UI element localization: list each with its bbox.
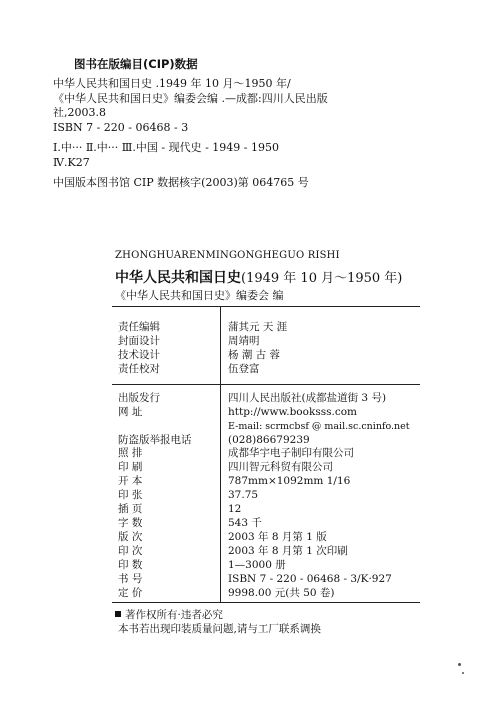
staff-label: 责任校对 [118,363,160,375]
spec-row [118,475,448,488]
staff-value: 蒲其元 天 涯 [228,321,288,333]
publisher-row [118,434,448,447]
copyright-notice: 著作权所有·违者必究 [125,609,223,621]
staff-row [118,321,448,334]
publisher-label: 出版发行 [118,392,160,404]
book-editor: 《中华人民共和国日史》编委会 编 [115,289,284,302]
spec-label: 书 号 [118,573,143,585]
spec-value: 543 千 [228,517,262,529]
spec-value: 9998.00 元(共 50 卷) [228,587,335,599]
spec-value: 787mm×1092mm 1/16 [228,475,351,487]
spec-row [118,559,448,572]
staff-row [118,335,448,348]
spec-label: 印 数 [118,559,143,571]
scan-speck [458,663,461,666]
spec-label: 定 价 [118,587,143,599]
publisher-row [118,392,448,405]
book-title-line [115,267,402,287]
spec-label: 照 排 [118,447,143,459]
spec-value: 1—3000 册 [228,559,286,571]
spec-label: 开 本 [118,475,143,487]
spec-value: 四川智元科贸有限公司 [228,461,333,473]
publisher-phone: (028)86679239 [228,434,310,446]
spec-row [118,545,448,558]
staff-value: 周靖明 [228,335,260,347]
publisher-label: 防盗版举报电话 [118,434,192,446]
staff-label: 技术设计 [118,349,160,361]
square-bullet-icon [115,611,121,617]
book-subtitle: (1949 年 10 月～1950 年) [241,271,403,286]
spec-row [118,531,448,544]
publisher-row [118,406,448,419]
spec-row [118,447,448,460]
cip-line: ISBN 7 - 220 - 06468 - 3 [53,120,189,134]
spec-value: 12 [228,503,242,515]
publisher-email: E-mail: scrmcbsf @ mail.sc.cninfo.net [228,421,410,432]
cip-line: 《中华人民共和国日史》编委会编 .—成都:四川人民出版 [53,91,328,105]
spec-row [118,503,448,516]
classification-line: Ⅳ.K27 [53,155,90,169]
spec-label: 字 数 [118,517,143,529]
spec-row [118,587,448,600]
spec-label: 版 次 [118,531,143,543]
spec-row [118,461,448,474]
spec-value: 2003 年 8 月第 1 版 [228,531,327,543]
book-title: 中华人民共和国日史 [115,270,241,286]
staff-value: 杨 潮 古 蓉 [228,349,281,361]
staff-row [118,363,448,376]
section-divider [112,306,420,307]
publisher-label: 网 址 [118,406,143,418]
cip-line: 中华人民共和国日史 .1949 年 10 月～1950 年/ [53,77,291,90]
cip-line: 社,2003.8 [53,106,106,119]
section-divider [112,384,420,385]
cip-record-number: 中国版本图书馆 CIP 数据核字(2003)第 064765 号 [53,176,309,189]
spec-value: ISBN 7 - 220 - 06468 - 3/K·927 [228,573,392,585]
quality-notice: 本书若出现印装质量问题,请与工厂联系调换 [118,623,321,635]
spec-value: 成都华宇电子制印有限公司 [228,447,354,459]
cip-description [53,77,328,191]
spec-label: 印 张 [118,489,143,501]
scan-speck [462,672,464,674]
spec-value: 37.75 [228,489,259,501]
spec-label: 印 次 [118,545,143,557]
spec-row [118,573,448,586]
spec-row [118,489,448,502]
pinyin-title: ZHONGHUARENMINGONGHEGUO RISHI [115,250,340,261]
cip-heading: 图书在版编目(CIP)数据 [74,57,198,71]
staff-row [118,349,448,362]
spec-label: 印 刷 [118,461,143,473]
spec-label: 插 页 [118,503,143,515]
staff-label: 责任编辑 [118,321,160,333]
publisher-row [118,420,448,433]
staff-label: 封面设计 [118,335,160,347]
classification-line: Ⅰ.中··· Ⅱ.中··· Ⅲ.中国 - 现代史 - 1949 - 1950 [53,141,280,154]
spec-row [118,517,448,530]
section-divider [112,602,420,603]
publisher-website: http://www.booksss.com [228,406,357,418]
footnotes [115,608,321,636]
publisher-value: 四川人民出版社(成都盐道街 3 号) [228,392,387,404]
spec-value: 2003 年 8 月第 1 次印刷 [228,545,348,557]
staff-value: 伍登富 [228,363,260,375]
